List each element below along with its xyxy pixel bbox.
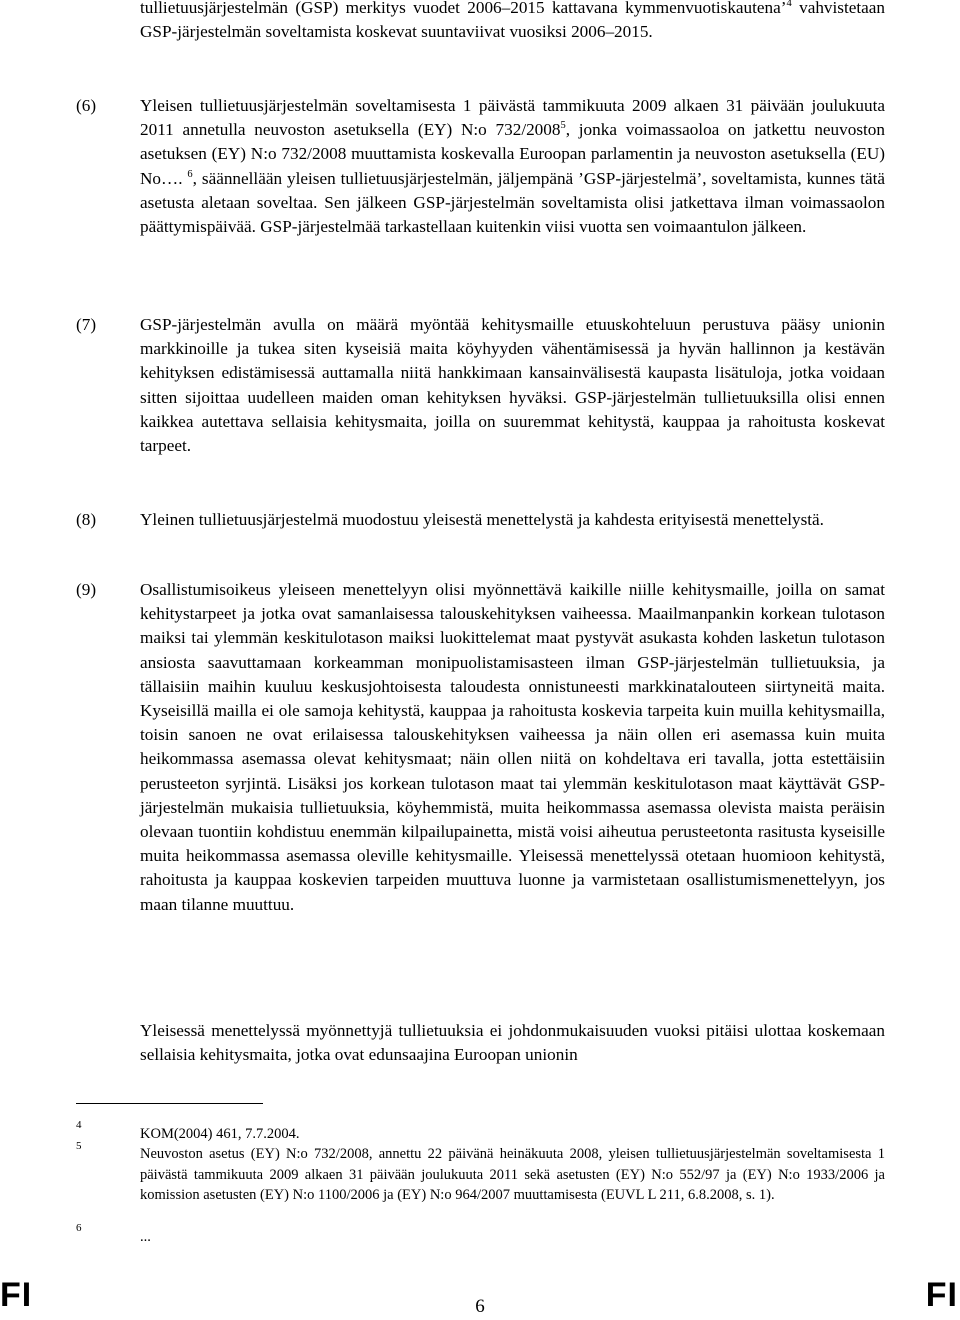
footnote-ref-4[interactable]: 4: [786, 0, 792, 9]
paragraph-6: [140, 94, 885, 239]
page-number: 6: [475, 1296, 485, 1317]
paragraph-7: GSP-järjestelmän avulla on määrä myöntää kehitysmaille etuuskohteluun perustuva pääsy unionin markkinoille ja tukea siten kyseisiä maita köyhyyden vähentämisessä ja hyvän hallinnon ja kestävän kehityksen edistämisessä auttamalla niitä hankkimaan kansainvälisestä kaupasta lisätuloja, jotka voidaan sitten sijoittaa uudelleen maiden oman kehityksen hyväksi. GSP-järjestelmän tullietuuksilla olisi ennen kaikkea autettava sellaisia kehitysmaita, joilla on suuremmat kehitystä, kauppaa ja rahoitusta koskevat tarpeet.: [140, 315, 885, 456]
footnote-mark-6: 6: [76, 1222, 82, 1234]
footnote-ref-6[interactable]: 6: [187, 168, 193, 180]
footnote-4: KOM(2004) 461, 7.7.2004.: [140, 1126, 300, 1142]
footnote-6: ...: [140, 1229, 151, 1245]
paragraph-6-text-c: , säännellään yleisen tullietuusjärjestelmän, jäljempänä ’GSP-järjestelmä’, soveltamista, kunnes tätä asetusta aletaan soveltaa. Sen jälkeen GSP-järjestelmän soveltamista olisi jatkettava ilman voimassaolon päättymispäivää. GSP-järjestelmää tarkastellaan kuitenkin viisi vuotta sen voimaantulon jälkeen.: [140, 168, 885, 237]
footnote-separator: [76, 1103, 263, 1104]
paragraph-6-text-b: , jonka voimassaoloa on jatkettu neuvoston asetuksen (EY) N:o 732/2008 muuttamista koskevalla Euroopan parlamentin ja neuvoston asetuksella (EU) No….: [140, 120, 885, 188]
continuation-paragraph: [140, 0, 885, 44]
footnote-mark-5: 5: [76, 1140, 82, 1152]
footer-language-left: FI: [0, 1276, 33, 1314]
continuation-text-b: vahvistetaan GSP-järjestelmän soveltamista koskevat suuntaviivat vuosiksi 2006–2015.: [140, 0, 885, 42]
paragraph-number-9: (9): [76, 580, 97, 599]
paragraph-9: Osallistumisoikeus yleiseen menettelyyn olisi myönnettävä kaikille niille kehitysmaille, joilla on samat kehitystarpeet ja jotka ovat samanlaisessa talouskehityksen vaiheessa. Maailmanpankin korkean tulotason maiksi tai ylemmän keskitulotason maiksi luokittelemat maat pystyvät asukasta kohden lasketun tulotason ansiosta saavuttamaan korkeamman monipuolistamisasteen ilman GSP-järjestelmän tullietuuksia, ja tällaisiin maihin kuuluu keskusjohtoisesta taloudesta onnistuneesti markkinatalouteen siirtyneitä maita. Kyseisillä mailla ei ole samoja kehitystä, kauppaa ja rahoitusta koskevia tarpeita kuin muilla kehitysmailla, toisin sanoen ne ovat erilaisessa talouskehityksen vaiheessa ja näin ollen eri asemassa kuin muita heikommassa asemassa olevat kehitysmaat; näin ollen niitä on kohdeltava eri tavalla, jotta estettäisiin perusteeton syrjintä. Lisäksi jos korkean tulotason maat tai ylemmän keskitulotason maat käyttävät GSP-järjestelmän mukaisia tullietuuksia, köyhemmistä, muita heikommassa asemassa olevista maista peräisin olevaan tuontiin kohdistuu enemmän kilpailupainetta, mistä voisi aiheutua perusteetonta rasitusta kyseisille muita heikommassa asemassa oleville kehitysmaille. Yleisessä menettelyssä otetaan huomioon kehitystä, rahoitusta ja kauppaa koskevien tarpeiden muuttuva luonne ja varmistetaan osallistumismenettelyyn, jos maan tilanne muuttuu.: [140, 580, 885, 914]
paragraph-number-8: (8): [76, 510, 97, 529]
paragraph-number-7: (7): [76, 315, 97, 334]
footer-language-right: FI: [925, 1276, 958, 1314]
paragraph-6-text-a: Yleisen tullietuusjärjestelmän soveltamisesta 1 päivästä tammikuuta 2009 alkaen 31 päivään joulukuuta 2011 annetulla neuvoston asetuksella (EY) N:o 732/2008: [140, 96, 885, 140]
footnote-5: Neuvoston asetus (EY) N:o 732/2008, annettu 22 päivänä heinäkuuta 2008, yleisen tullietuusjärjestelmän soveltamisesta 1 päivästä tammikuuta 2009 alkaen 31 päivään joulukuuta 2011 sekä asetusten (EY) N:o 552/97 ja (EY) N:o 1933/2006 ja komission asetusten (EY) N:o 1100/2006 ja (EY) N:o 964/2007 muuttamisesta (EUVL L 211, 6.8.2008, s. 1).: [140, 1146, 885, 1203]
continuation-text-a: tullietuusjärjestelmän (GSP) merkitys vuodet 2006–2015 kattavana kymmenvuotiskautena’: [140, 0, 787, 17]
footnote-mark-4: 4: [76, 1119, 82, 1131]
paragraph-number-6: (6): [76, 96, 97, 115]
paragraph-8: Yleinen tullietuusjärjestelmä muodostuu yleisestä menettelystä ja kahdesta erityisestä menettelystä.: [140, 510, 824, 529]
footnote-ref-5[interactable]: 5: [560, 120, 566, 132]
paragraph-unnumbered: Yleisessä menettelyssä myönnettyjä tullietuuksia ei johdonmukaisuuden vuoksi pitäisi ulottaa koskemaan sellaisia kehitysmaita, jotka ovat edunsaajina Euroopan unionin: [140, 1021, 885, 1065]
